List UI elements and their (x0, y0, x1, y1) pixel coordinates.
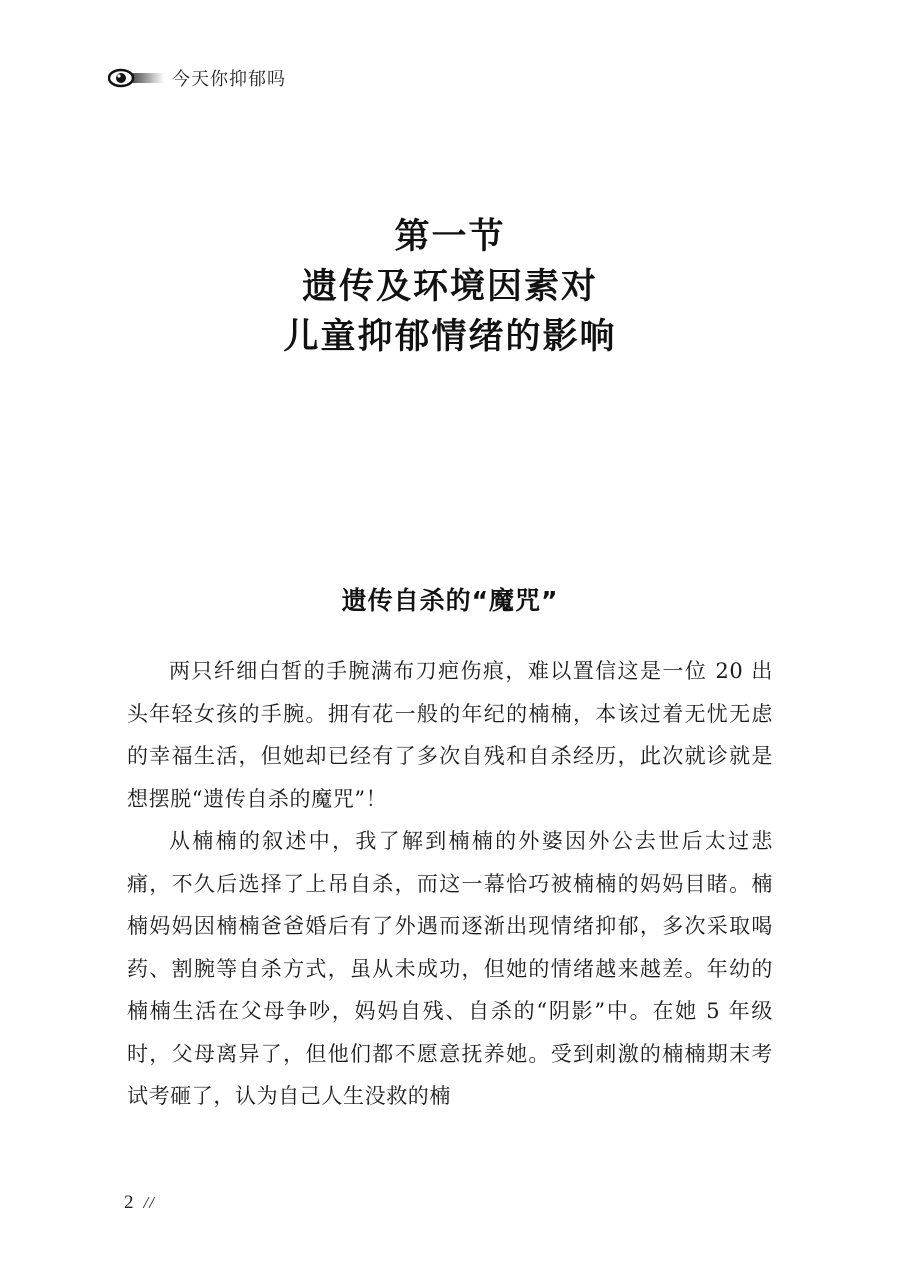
page-footer (124, 1192, 155, 1214)
chapter-heading (0, 212, 900, 362)
chapter-number: 第一节 (394, 216, 506, 257)
body-text (127, 650, 773, 1118)
running-header-title: 今天你抑郁吗 (172, 69, 286, 90)
paragraph: 两只纤细白皙的手腕满布刀疤伤痕，难以置信这是一位 20 出头年轻女孩的手腕。拥有花一般的年纪的楠楠，本该过着无忧无虑的幸福生活，但她却已经有了多次自残和自杀经历，此次就诊就是想摆脱“遗传自杀的魔咒”！ (127, 659, 773, 811)
section-title: 遗传自杀的“魔咒” (341, 585, 559, 615)
chapter-title-line-1: 遗传及环境因素对 (301, 266, 598, 307)
paragraph: 从楠楠的叙述中，我了解到楠楠的外婆因外公去世后太过悲痛，不久后选择了上吊自杀，而这一幕恰巧被楠楠的妈妈目睹。楠楠妈妈因楠楠爸爸婚后有了外遇而逐渐出现情绪抑郁，多次采取喝药、割腕等自杀方式，虽从未成功，但她的情绪越来越差。年幼的楠楠生活在父母争吵，妈妈自残、自杀的“阴影”中。在她 5 年级时，父母离异了，但他们都不愿意抚养她。受到刺激的楠楠期末考试考砸了，认为自己人生没救的楠 (127, 829, 773, 1108)
running-header (108, 64, 286, 92)
folio-marker: // (143, 1193, 155, 1212)
eye-logo-icon (108, 66, 164, 90)
chapter-title-line-2: 儿童抑郁情绪的影响 (283, 316, 617, 357)
page-number: 2 (124, 1192, 134, 1213)
